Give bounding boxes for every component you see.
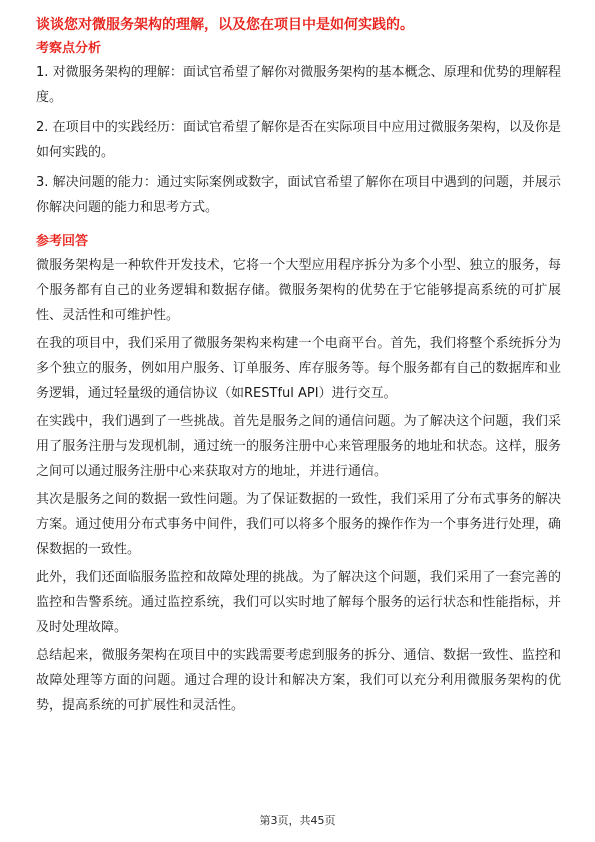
- analysis-item-1: 1. 对微服务架构的理解：面试官希望了解你对微服务架构的基本概念、原理和优势的理解程度。: [36, 65, 561, 105]
- answer-paragraph-4: 其次是服务之间的数据一致性问题。为了保证数据的一致性，我们采用了分布式事务的解决方案。通过使用分布式事务中间件，我们可以将多个服务的操作作为一个事务进行处理，确保数据的一致性。: [36, 492, 561, 557]
- page-footer: 第3页，共45页: [259, 814, 336, 827]
- answer-paragraph-2: 在我的项目中，我们采用了微服务架构来构建一个电商平台。首先，我们将整个系统拆分为多个独立的服务，例如用户服务、订单服务、库存服务等。每个服务都有自己的数据库和业务逻辑，通过轻量级的通信协议（如RESTful API）进行交互。: [36, 336, 561, 401]
- analysis-heading: 考察点分析: [36, 41, 102, 56]
- answer-paragraph-6: 总结起来，微服务架构在项目中的实践需要考虑到服务的拆分、通信、数据一致性、监控和故障处理等方面的问题。通过合理的设计和解决方案，我们可以充分利用微服务架构的优势，提高系统的可扩展性和灵活性。: [36, 648, 561, 713]
- answer-paragraph-3: 在实践中，我们遇到了一些挑战。首先是服务之间的通信问题。为了解决这个问题，我们采用了服务注册与发现机制，通过统一的服务注册中心来管理服务的地址和状态。这样，服务之间可以通过服务注册中心来获取对方的地址，并进行通信。: [36, 414, 561, 479]
- answer-heading: 参考回答: [36, 234, 89, 249]
- question-title: 谈谈您对微服务架构的理解，以及您在项目中是如何实践的。: [36, 17, 414, 33]
- analysis-item-3: 3. 解决问题的能力：通过实际案例或数字，面试官希望了解你在项目中遇到的问题，并展示你解决问题的能力和思考方式。: [36, 175, 561, 215]
- answer-paragraph-5: 此外，我们还面临服务监控和故障处理的挑战。为了解决这个问题，我们采用了一套完善的监控和告警系统。通过监控系统，我们可以实时地了解每个服务的运行状态和性能指标，并及时处理故障。: [36, 570, 561, 635]
- answer-paragraph-1: 微服务架构是一种软件开发技术，它将一个大型应用程序拆分为多个小型、独立的服务，每个服务都有自己的业务逻辑和数据存储。微服务架构的优势在于它能够提高系统的可扩展性、灵活性和可维护性。: [36, 258, 561, 323]
- analysis-item-2: 2. 在项目中的实践经历：面试官希望了解你是否在实际项目中应用过微服务架构，以及你是如何实践的。: [36, 120, 561, 160]
- document-page: [36, 14, 561, 721]
